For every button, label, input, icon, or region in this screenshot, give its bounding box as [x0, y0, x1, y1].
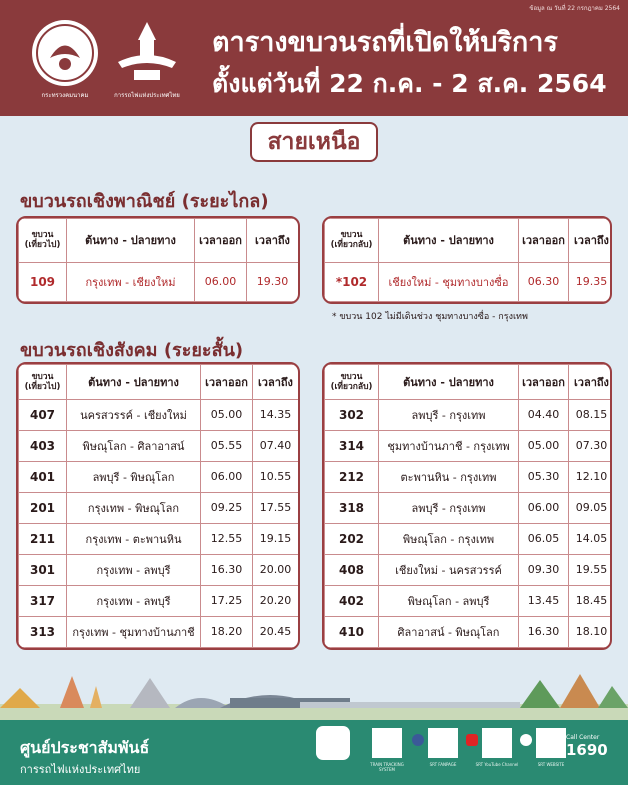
cell-code: 407 — [19, 399, 67, 430]
cell-depart: 16.30 — [201, 554, 253, 585]
cell-code: 408 — [325, 554, 379, 585]
cell-route: พิษณุโลก - กรุงเทพ — [379, 523, 519, 554]
cell-route: กรุงเทพ - ตะพานหิน — [67, 523, 201, 554]
column-header: ขบวน (เที่ยวกลับ) — [325, 365, 379, 400]
table-header-row — [325, 365, 613, 400]
cell-route: พิษณุโลก - ศิลาอาสน์ — [67, 430, 201, 461]
cell-route: เชียงใหม่ - ชุมทางบางซื่อ — [379, 262, 519, 301]
column-header: เวลาออก — [519, 365, 569, 400]
cell-route: กรุงเทพ - เชียงใหม่ — [67, 262, 195, 301]
youtube-icon — [466, 734, 478, 746]
ministry-logo-icon — [30, 18, 100, 88]
table-header-row — [19, 365, 299, 400]
column-header: เวลาออก — [201, 365, 253, 400]
call-center-number: 1690 — [566, 741, 608, 759]
table-header-row — [325, 219, 613, 263]
cell-code: 313 — [19, 616, 67, 647]
cell-route: ชุมทางบ้านภาชี - กรุงเทพ — [379, 430, 519, 461]
column-header: เวลาถึง — [569, 219, 613, 263]
header-banner — [0, 0, 628, 116]
column-header: เวลาถึง — [247, 219, 299, 263]
page-title: ตารางขบวนรถที่เปิดให้บริการ — [212, 27, 558, 58]
qr-caption: SRT FANPAGE — [429, 762, 457, 767]
cell-arrive: 17.55 — [253, 492, 299, 523]
cell-route: ศิลาอาสน์ - พิษณุโลก — [379, 616, 519, 647]
cell-depart: 06.00 — [201, 461, 253, 492]
column-header: ต้นทาง - ปลายทาง — [67, 365, 201, 400]
cell-arrive: 20.45 — [253, 616, 299, 647]
cell-depart: 06.00 — [519, 492, 569, 523]
table-row — [19, 262, 299, 301]
facebook-icon — [412, 734, 424, 746]
table-row — [325, 616, 613, 647]
long-distance-title: ขบวนรถเชิงพาณิชย์ (ระยะไกล) — [20, 191, 269, 212]
cell-code: 301 — [19, 554, 67, 585]
cell-code: 402 — [325, 585, 379, 616]
cell-arrive: 09.05 — [569, 492, 613, 523]
qr-code-icon[interactable] — [428, 728, 458, 758]
cell-code: 318 — [325, 492, 379, 523]
cell-route: กรุงเทพ - ลพบุรี — [67, 585, 201, 616]
cell-arrive: 12.10 — [569, 461, 613, 492]
cell-depart: 06.00 — [195, 262, 247, 301]
table-row — [325, 399, 613, 430]
train-tracking-app-icon[interactable] — [316, 726, 350, 760]
short-inbound-table — [322, 362, 612, 650]
cell-arrive: 07.40 — [253, 430, 299, 461]
cell-depart: 05.00 — [201, 399, 253, 430]
cell-code: 302 — [325, 399, 379, 430]
cell-arrive: 20.20 — [253, 585, 299, 616]
cell-code: 403 — [19, 430, 67, 461]
page-date-range: ตั้งแต่วันที่ 22 ก.ค. - 2 ส.ค. 2564 — [212, 69, 607, 98]
long-outbound-table — [16, 216, 300, 304]
cell-arrive: 18.10 — [569, 616, 613, 647]
qr-caption: SRT YouTube Channel — [475, 762, 519, 767]
column-header: ต้นทาง - ปลายทาง — [379, 219, 519, 263]
data-date-note: ข้อมูล ณ วันที่ 22 กรกฎาคม 2564 — [529, 5, 620, 12]
globe-icon — [520, 734, 532, 746]
table-row — [325, 585, 613, 616]
cell-arrive: 08.15 — [569, 399, 613, 430]
table-row — [19, 461, 299, 492]
cell-arrive: 20.00 — [253, 554, 299, 585]
cell-depart: 06.05 — [519, 523, 569, 554]
qr-code-icon[interactable] — [536, 728, 566, 758]
cell-depart: 13.45 — [519, 585, 569, 616]
column-header: เวลาถึง — [569, 365, 613, 400]
region-label: สายเหนือ — [250, 122, 378, 162]
short-distance-title: ขบวนรถเชิงสังคม (ระยะสั้น) — [20, 340, 244, 361]
city-skyline-illustration — [0, 668, 628, 722]
cell-depart: 12.55 — [201, 523, 253, 554]
srt-logo-caption: การรถไฟแห่งประเทศไทย — [114, 92, 180, 99]
footer-subtitle: การรถไฟแห่งประเทศไทย — [20, 763, 141, 776]
cell-code: 211 — [19, 523, 67, 554]
cell-arrive: 19.30 — [247, 262, 299, 301]
cell-route: เชียงใหม่ - นครสวรรค์ — [379, 554, 519, 585]
table-row — [19, 523, 299, 554]
column-header: ต้นทาง - ปลายทาง — [379, 365, 519, 400]
cell-route: ลพบุรี - กรุงเทพ — [379, 492, 519, 523]
srt-logo-icon — [112, 18, 182, 88]
table-row — [325, 430, 613, 461]
cell-route: กรุงเทพ - พิษณุโลก — [67, 492, 201, 523]
cell-arrive: 10.55 — [253, 461, 299, 492]
table-row — [19, 399, 299, 430]
cell-code: 109 — [19, 262, 67, 301]
call-center-label: Call Center — [566, 734, 600, 741]
cell-depart: 06.30 — [519, 262, 569, 301]
cell-code: 317 — [19, 585, 67, 616]
table-row — [325, 461, 613, 492]
cell-route: ลพบุรี - พิษณุโลก — [67, 461, 201, 492]
table-row — [325, 523, 613, 554]
qr-code-icon[interactable] — [372, 728, 402, 758]
cell-arrive: 18.45 — [569, 585, 613, 616]
cell-route: ตะพานหิน - กรุงเทพ — [379, 461, 519, 492]
cell-code: 410 — [325, 616, 379, 647]
cell-arrive: 19.55 — [569, 554, 613, 585]
footer-title: ศูนย์ประชาสัมพันธ์ — [20, 738, 150, 757]
table-row — [325, 262, 613, 301]
cell-code: 401 — [19, 461, 67, 492]
call-center[interactable] — [566, 734, 608, 759]
table-row — [19, 430, 299, 461]
cell-depart: 09.30 — [519, 554, 569, 585]
ministry-logo-caption: กระทรวงคมนาคม — [41, 92, 89, 99]
cell-route: นครสวรรค์ - เชียงใหม่ — [67, 399, 201, 430]
table-row — [19, 585, 299, 616]
cell-arrive: 14.35 — [253, 399, 299, 430]
cell-route: พิษณุโลก - ลพบุรี — [379, 585, 519, 616]
cell-route: กรุงเทพ - ชุมทางบ้านภาชี — [67, 616, 201, 647]
cell-arrive: 19.35 — [569, 262, 613, 301]
footnote: * ขบวน 102 ไม่มีเดินช่วง ชุมทางบางซื่อ - กรุงเทพ — [332, 312, 528, 322]
table-row — [325, 492, 613, 523]
table-row — [19, 492, 299, 523]
column-header: ต้นทาง - ปลายทาง — [67, 219, 195, 263]
cell-depart: 16.30 — [519, 616, 569, 647]
qr-caption: TRAIN TRACKING SYSTEM — [370, 762, 404, 772]
cell-route: กรุงเทพ - ลพบุรี — [67, 554, 201, 585]
cell-arrive: 07.30 — [569, 430, 613, 461]
table-row — [19, 554, 299, 585]
cell-route: ลพบุรี - กรุงเทพ — [379, 399, 519, 430]
column-header: ขบวน (เที่ยวกลับ) — [325, 219, 379, 263]
cell-arrive: 19.15 — [253, 523, 299, 554]
table-header-row — [19, 219, 299, 263]
column-header: ขบวน (เที่ยวไป) — [19, 365, 67, 400]
cell-code: 201 — [19, 492, 67, 523]
qr-code-icon[interactable] — [482, 728, 512, 758]
cell-depart: 18.20 — [201, 616, 253, 647]
cell-depart: 04.40 — [519, 399, 569, 430]
cell-depart: 05.55 — [201, 430, 253, 461]
cell-code: 314 — [325, 430, 379, 461]
cell-depart: 05.30 — [519, 461, 569, 492]
table-row — [19, 616, 299, 647]
column-header: ขบวน (เที่ยวไป) — [19, 219, 67, 263]
column-header: เวลาถึง — [253, 365, 299, 400]
long-inbound-table — [322, 216, 612, 304]
cell-code: 202 — [325, 523, 379, 554]
cell-code: 212 — [325, 461, 379, 492]
qr-caption: SRT WEBSITE — [537, 762, 565, 767]
cell-depart: 09.25 — [201, 492, 253, 523]
cell-arrive: 14.05 — [569, 523, 613, 554]
column-header: เวลาออก — [195, 219, 247, 263]
table-row — [325, 554, 613, 585]
footer-bar — [0, 720, 628, 785]
short-outbound-table — [16, 362, 300, 650]
cell-depart: 05.00 — [519, 430, 569, 461]
cell-depart: 17.25 — [201, 585, 253, 616]
column-header: เวลาออก — [519, 219, 569, 263]
cell-code: *102 — [325, 262, 379, 301]
